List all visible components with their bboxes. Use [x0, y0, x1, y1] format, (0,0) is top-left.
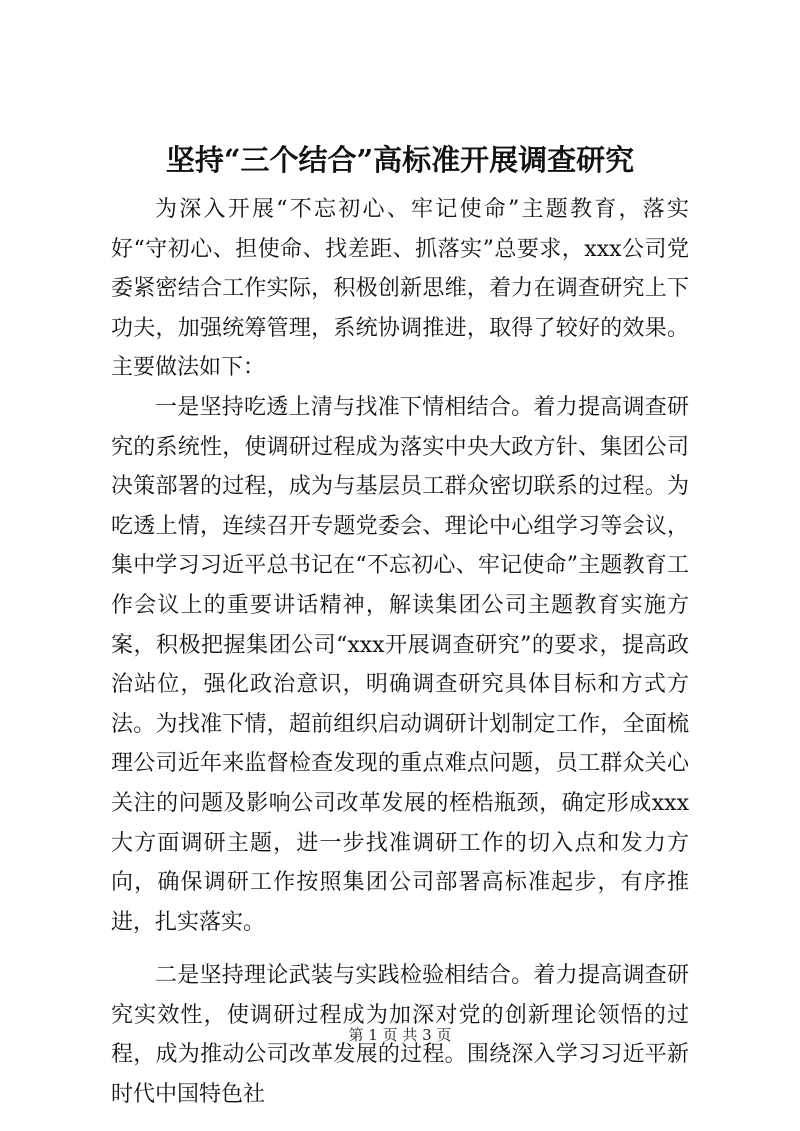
paragraph-point-two: 二是坚持理论武装与实践检验相结合。着力提高调查研究实效性，使调研过程成为加深对党的创新理论领悟的过程，成为推动公司改革发展的过程。围绕深入学习习近平新时代中国特色社: [111, 963, 689, 1108]
document-body: [111, 190, 689, 1115]
document-title: 坚持“三个结合”高标准开展调查研究: [165, 143, 635, 177]
page-number-footer: 第 1 页 共 3 页: [348, 1026, 452, 1044]
paragraph-point-one: 一是坚持吃透上清与找准下情相结合。着力提高调查研究的系统性，使调研过程成为落实中央大政方针、集团公司决策部署的过程，成为与基层员工群众密切联系的过程。为吃透上情，连续召开专题党委会、理论中心组学习等会议，集中学习习近平总书记在“不忘初心、牢记使命”主题教育工作会议上的重要讲话精神，解读集团公司主题教育实施方案，积极把握集团公司“xxx开展调查研究”的要求，提高政治站位，强化政治意识，明确调查研究具体目标和方式方法。为找准下情，超前组织启动调研计划制定工作，全面梳理公司近年来监督检查发现的重点难点问题，员工群众关心关注的问题及影响公司改革发展的桎梏瓶颈，确定形成xxx大方面调研主题，进一步找准调研工作的切入点和发力方向，确保调研工作按照集团公司部署高标准起步，有序推进，扎实落实。: [111, 394, 689, 935]
paragraph-intro: 为深入开展“不忘初心、牢记使命”主题教育，落实好“守初心、担使命、找差距、抓落实”总要求，xxx公司党委紧密结合工作实际，积极创新思维，着力在调查研究上下功夫，加强统筹管理，系统协调推进，取得了较好的效果。主要做法如下：: [111, 197, 689, 381]
